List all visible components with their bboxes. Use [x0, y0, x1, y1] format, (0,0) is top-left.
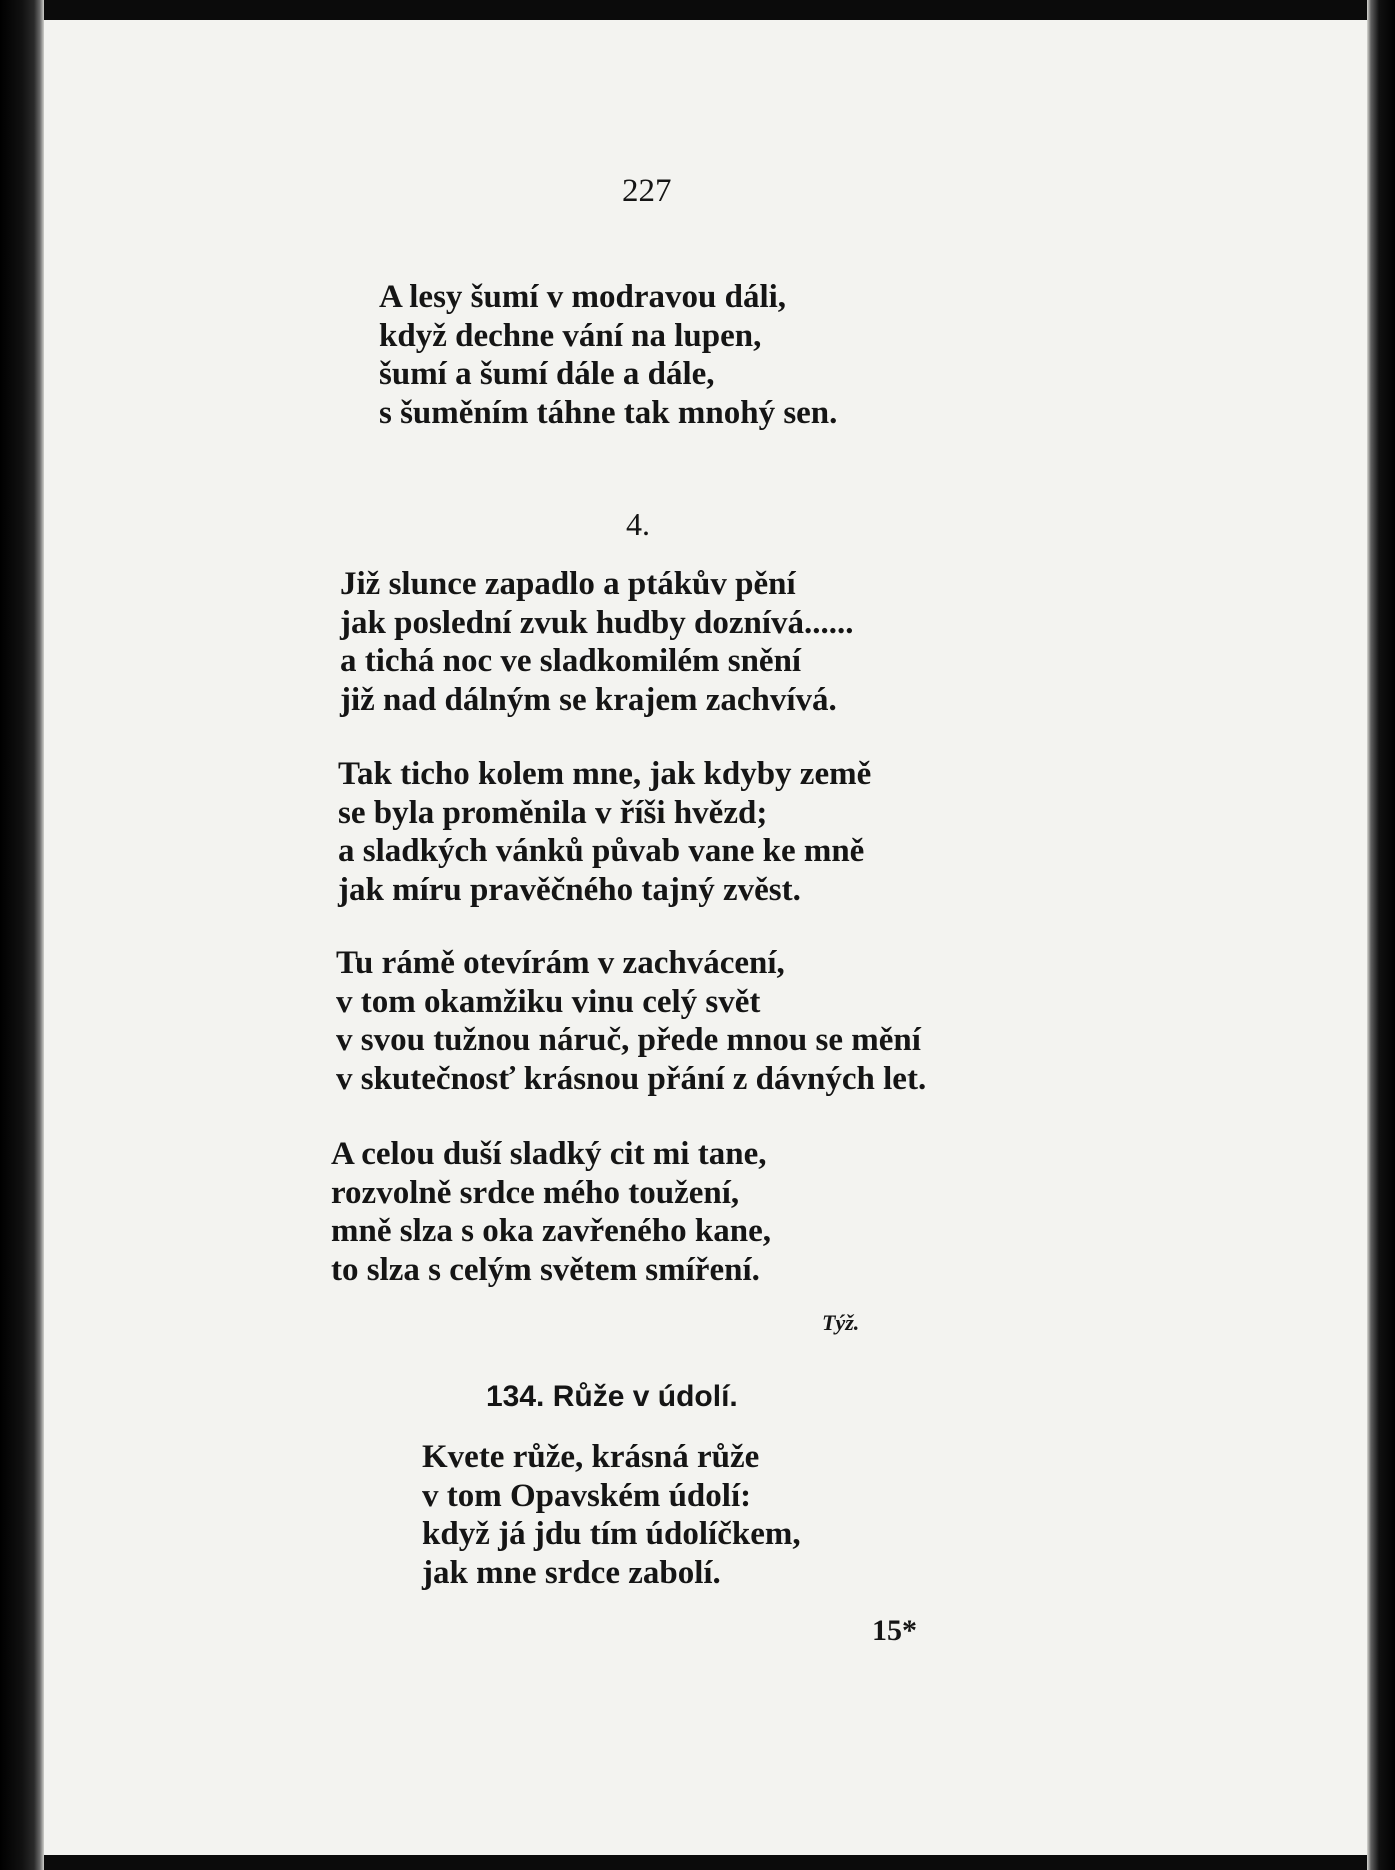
section-number: 4.: [626, 506, 650, 542]
verse-line: to slza s celým světem smíření.: [331, 1251, 760, 1288]
author-signature: Týž.: [822, 1310, 860, 1335]
sheet-signature-mark: 15*: [872, 1614, 917, 1647]
verse-line: A celou duší sladký cit mi tane,: [331, 1136, 767, 1172]
verse-line: v skutečnosť krásnou přání z dávných let.: [336, 1060, 927, 1097]
verse-line: s šuměním táhne tak mnohý sen.: [379, 394, 838, 431]
verse-line: již nad dálným se krajem zachvívá.: [340, 681, 837, 718]
page-number: 227: [622, 173, 672, 209]
verse-line: Kvete růže, krásná růže: [422, 1439, 760, 1475]
verse-line: se byla proměnila v říši hvězd;: [338, 794, 768, 831]
stanza-3: [338, 755, 871, 909]
verse-line: Tak ticho kolem mne, jak kdyby země: [338, 756, 872, 792]
verse-line: jak míru pravěčného tajný zvěst.: [338, 871, 801, 908]
stanza-2: [340, 565, 854, 719]
verse-line: když dechne vání na lupen,: [379, 317, 762, 354]
verse-line: jak mne srdce zabolí.: [422, 1554, 721, 1591]
stanza-4: [336, 944, 926, 1098]
stanza-6: [422, 1438, 801, 1592]
scan-right-border: [1367, 0, 1395, 1870]
stanza-5: [331, 1135, 771, 1289]
verse-line: rozvolně srdce mého toužení,: [331, 1174, 740, 1211]
book-page: [44, 20, 1369, 1855]
verse-line: v tom Opavském údolí:: [422, 1477, 752, 1514]
poem-title: 134. Růže v údolí.: [486, 1380, 738, 1413]
verse-line: když já jdu tím údolíčkem,: [422, 1516, 801, 1552]
verse-line: Tu rámě otevírám v zachvácení,: [336, 945, 785, 981]
verse-line: a sladkých vánků půvab vane ke mně: [338, 833, 865, 869]
verse-line: šumí a šumí dále a dále,: [379, 356, 715, 392]
stanza-1: [379, 278, 837, 432]
verse-line: Již slunce zapadlo a ptákův pění: [340, 566, 796, 602]
verse-line: A lesy šumí v modravou dáli,: [379, 279, 787, 315]
verse-line: mně slza s oka zavřeného kane,: [331, 1213, 771, 1249]
scan-left-border: [0, 0, 44, 1870]
verse-line: v tom okamžiku vinu celý svět: [336, 983, 761, 1020]
verse-line: v svou tužnou náruč, přede mnou se mění: [336, 1022, 921, 1058]
verse-line: a tichá noc ve sladkomilém snění: [340, 643, 802, 679]
verse-line: jak poslední zvuk hudby doznívá......: [340, 604, 854, 641]
